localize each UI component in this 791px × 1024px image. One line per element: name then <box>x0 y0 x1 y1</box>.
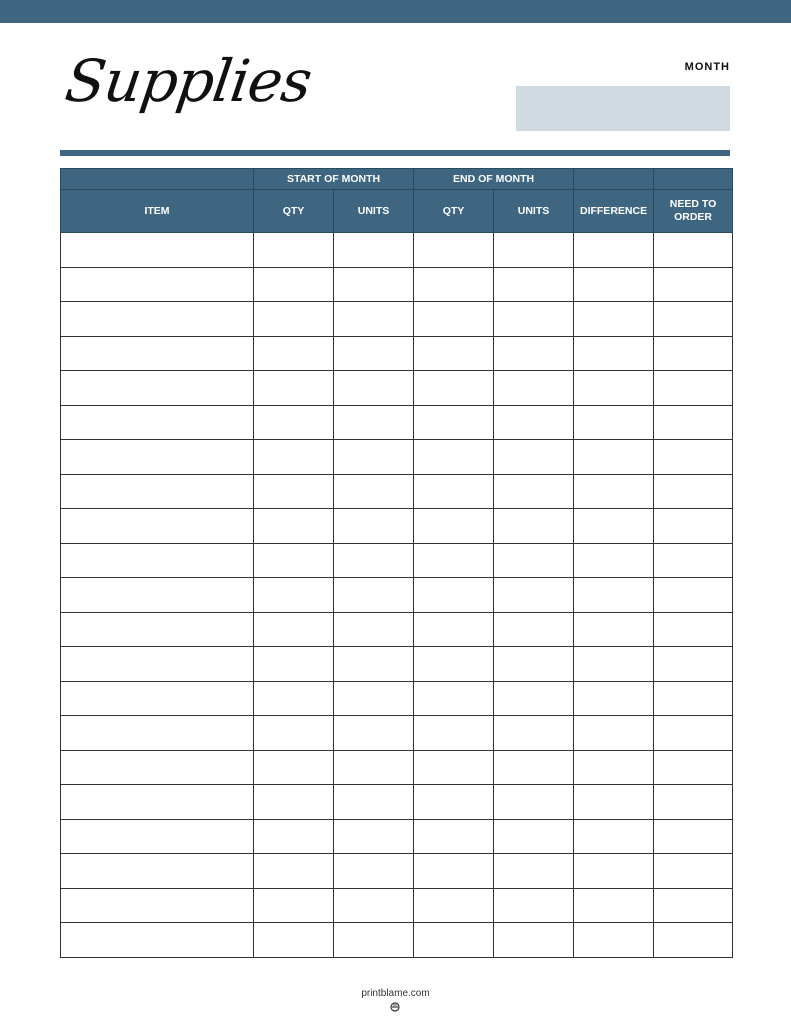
table-cell[interactable] <box>61 612 254 647</box>
table-cell[interactable] <box>574 716 654 751</box>
table-cell[interactable] <box>494 267 574 302</box>
table-cell[interactable] <box>334 647 414 682</box>
table-cell[interactable] <box>494 923 574 958</box>
table-cell[interactable] <box>654 267 733 302</box>
table-cell[interactable] <box>414 302 494 337</box>
table-cell[interactable] <box>414 509 494 544</box>
table-cell[interactable] <box>494 302 574 337</box>
table-cell[interactable] <box>61 681 254 716</box>
table-cell[interactable] <box>654 302 733 337</box>
table-cell[interactable] <box>414 888 494 923</box>
table-cell[interactable] <box>61 474 254 509</box>
table-cell[interactable] <box>61 302 254 337</box>
table-cell[interactable] <box>494 509 574 544</box>
table-cell[interactable] <box>574 302 654 337</box>
table-cell[interactable] <box>61 509 254 544</box>
table-cell[interactable] <box>61 647 254 682</box>
table-cell[interactable] <box>574 612 654 647</box>
table-cell[interactable] <box>414 578 494 613</box>
table-cell[interactable] <box>494 233 574 268</box>
table-cell[interactable] <box>254 267 334 302</box>
table-cell[interactable] <box>574 543 654 578</box>
table-cell[interactable] <box>61 819 254 854</box>
table-row <box>61 750 733 785</box>
table-cell[interactable] <box>574 647 654 682</box>
table-cell[interactable] <box>254 543 334 578</box>
table-cell[interactable] <box>574 888 654 923</box>
table-cell[interactable] <box>334 750 414 785</box>
table-cell[interactable] <box>414 267 494 302</box>
column-header-end-units: UNITS <box>494 190 574 233</box>
table-cell[interactable] <box>414 854 494 889</box>
table-cell[interactable] <box>494 647 574 682</box>
table-cell[interactable] <box>254 888 334 923</box>
table-row <box>61 509 733 544</box>
table-cell[interactable] <box>654 819 733 854</box>
table-cell[interactable] <box>61 336 254 371</box>
table-cell[interactable] <box>574 854 654 889</box>
table-row <box>61 681 733 716</box>
table-row <box>61 302 733 337</box>
table-row <box>61 923 733 958</box>
table-cell[interactable] <box>494 888 574 923</box>
supplies-table <box>60 168 733 958</box>
table-cell[interactable] <box>654 509 733 544</box>
table-cell[interactable] <box>414 371 494 406</box>
table-cell[interactable] <box>254 509 334 544</box>
table-cell[interactable] <box>254 612 334 647</box>
table-cell[interactable] <box>654 578 733 613</box>
table-cell[interactable] <box>254 440 334 475</box>
table-row <box>61 336 733 371</box>
column-header-item: ITEM <box>61 190 254 233</box>
table-row <box>61 612 733 647</box>
table-cell[interactable] <box>574 923 654 958</box>
table-cell[interactable] <box>334 405 414 440</box>
table-cell[interactable] <box>414 750 494 785</box>
table-cell[interactable] <box>254 578 334 613</box>
table-cell[interactable] <box>61 267 254 302</box>
table-cell[interactable] <box>61 543 254 578</box>
table-cell[interactable] <box>494 440 574 475</box>
column-header-start-qty: QTY <box>254 190 334 233</box>
table-cell[interactable] <box>334 785 414 820</box>
table-cell[interactable] <box>254 854 334 889</box>
table-cell[interactable] <box>334 509 414 544</box>
table-cell[interactable] <box>254 716 334 751</box>
table-cell[interactable] <box>654 647 733 682</box>
month-label: MONTH <box>684 61 730 73</box>
table-cell[interactable] <box>654 612 733 647</box>
table-cell[interactable] <box>414 474 494 509</box>
month-input-box[interactable] <box>516 86 730 131</box>
table-cell[interactable] <box>654 405 733 440</box>
table-cell[interactable] <box>494 750 574 785</box>
table-cell[interactable] <box>414 923 494 958</box>
table-cell[interactable] <box>334 440 414 475</box>
table-cell[interactable] <box>574 233 654 268</box>
table-cell[interactable] <box>494 474 574 509</box>
table-cell[interactable] <box>61 785 254 820</box>
column-header-start-units: UNITS <box>334 190 414 233</box>
table-cell[interactable] <box>334 716 414 751</box>
group-header-blank <box>61 169 254 190</box>
table-cell[interactable] <box>334 474 414 509</box>
table-row <box>61 819 733 854</box>
group-header-start-of-month: START OF MONTH <box>254 169 414 190</box>
table-cell[interactable] <box>61 923 254 958</box>
table-cell[interactable] <box>254 233 334 268</box>
group-header-row <box>61 169 733 190</box>
table-cell[interactable] <box>574 819 654 854</box>
table-row <box>61 647 733 682</box>
table-cell[interactable] <box>414 785 494 820</box>
table-cell[interactable] <box>494 681 574 716</box>
table-cell[interactable] <box>494 716 574 751</box>
table-cell[interactable] <box>654 336 733 371</box>
table-row <box>61 405 733 440</box>
table-cell[interactable] <box>654 750 733 785</box>
table-cell[interactable] <box>574 267 654 302</box>
table-cell[interactable] <box>334 854 414 889</box>
table-cell[interactable] <box>61 888 254 923</box>
table-cell[interactable] <box>254 750 334 785</box>
table-cell[interactable] <box>574 681 654 716</box>
table-cell[interactable] <box>654 543 733 578</box>
table-row <box>61 233 733 268</box>
table-row <box>61 474 733 509</box>
table-cell[interactable] <box>574 785 654 820</box>
table-cell[interactable] <box>254 923 334 958</box>
table-cell[interactable] <box>574 405 654 440</box>
table-cell[interactable] <box>254 371 334 406</box>
table-cell[interactable] <box>334 233 414 268</box>
table-cell[interactable] <box>61 405 254 440</box>
table-cell[interactable] <box>61 854 254 889</box>
table-cell[interactable] <box>414 681 494 716</box>
table-cell[interactable] <box>654 854 733 889</box>
table-cell[interactable] <box>414 233 494 268</box>
table-cell[interactable] <box>494 371 574 406</box>
column-header-need-to-order: NEED TO ORDER <box>654 190 733 233</box>
table-row <box>61 716 733 751</box>
table-cell[interactable] <box>574 440 654 475</box>
table-cell[interactable] <box>654 785 733 820</box>
table-cell[interactable] <box>61 716 254 751</box>
table-row <box>61 267 733 302</box>
table-cell[interactable] <box>61 371 254 406</box>
table-cell[interactable] <box>494 854 574 889</box>
table-cell[interactable] <box>254 647 334 682</box>
table-cell[interactable] <box>414 819 494 854</box>
table-cell[interactable] <box>334 888 414 923</box>
table-cell[interactable] <box>61 578 254 613</box>
table-cell[interactable] <box>654 233 733 268</box>
table-cell[interactable] <box>494 612 574 647</box>
table-cell[interactable] <box>494 819 574 854</box>
table-cell[interactable] <box>654 888 733 923</box>
table-cell[interactable] <box>414 716 494 751</box>
header-divider <box>60 150 730 156</box>
table-row <box>61 854 733 889</box>
table-cell[interactable] <box>254 405 334 440</box>
group-header-blank <box>574 169 654 190</box>
table-row <box>61 578 733 613</box>
table-cell[interactable] <box>494 578 574 613</box>
table-cell[interactable] <box>61 440 254 475</box>
table-cell[interactable] <box>334 578 414 613</box>
table-cell[interactable] <box>414 612 494 647</box>
table-cell[interactable] <box>334 371 414 406</box>
table-cell[interactable] <box>414 405 494 440</box>
table-cell[interactable] <box>334 681 414 716</box>
table-cell[interactable] <box>574 474 654 509</box>
table-cell[interactable] <box>494 543 574 578</box>
table-cell[interactable] <box>574 371 654 406</box>
table-cell[interactable] <box>254 681 334 716</box>
table-cell[interactable] <box>654 440 733 475</box>
table-cell[interactable] <box>494 405 574 440</box>
table-cell[interactable] <box>334 302 414 337</box>
table-cell[interactable] <box>574 578 654 613</box>
table-cell[interactable] <box>654 371 733 406</box>
table-row <box>61 888 733 923</box>
table-cell[interactable] <box>254 474 334 509</box>
table-cell[interactable] <box>494 336 574 371</box>
table-cell[interactable] <box>334 612 414 647</box>
table-cell[interactable] <box>334 819 414 854</box>
table-cell[interactable] <box>254 819 334 854</box>
table-cell[interactable] <box>61 750 254 785</box>
table-cell[interactable] <box>61 233 254 268</box>
footer-site: printblame.com <box>361 988 430 999</box>
table-cell[interactable] <box>334 543 414 578</box>
table-row <box>61 440 733 475</box>
column-header-difference: DIFFERENCE <box>574 190 654 233</box>
table-cell[interactable] <box>334 267 414 302</box>
table-cell[interactable] <box>654 923 733 958</box>
table-row <box>61 371 733 406</box>
table-cell[interactable] <box>254 302 334 337</box>
table-cell[interactable] <box>574 750 654 785</box>
table-cell[interactable] <box>574 336 654 371</box>
table-cell[interactable] <box>414 336 494 371</box>
column-header-row <box>61 190 733 233</box>
table-cell[interactable] <box>574 509 654 544</box>
table-body <box>61 233 733 958</box>
page-title: Supplies <box>61 47 316 115</box>
table-row <box>61 543 733 578</box>
column-header-end-qty: QTY <box>414 190 494 233</box>
top-color-band <box>0 0 791 23</box>
table-row <box>61 785 733 820</box>
table-cell[interactable] <box>414 647 494 682</box>
table-cell[interactable] <box>414 543 494 578</box>
table-cell[interactable] <box>654 681 733 716</box>
table-cell[interactable] <box>254 336 334 371</box>
printblame-logo-icon <box>390 1002 400 1012</box>
group-header-blank <box>654 169 733 190</box>
table-cell[interactable] <box>334 923 414 958</box>
group-header-end-of-month: END OF MONTH <box>414 169 574 190</box>
table-cell[interactable] <box>254 785 334 820</box>
table-cell[interactable] <box>334 336 414 371</box>
table-cell[interactable] <box>654 474 733 509</box>
table-cell[interactable] <box>414 440 494 475</box>
table-cell[interactable] <box>654 716 733 751</box>
table-cell[interactable] <box>494 785 574 820</box>
